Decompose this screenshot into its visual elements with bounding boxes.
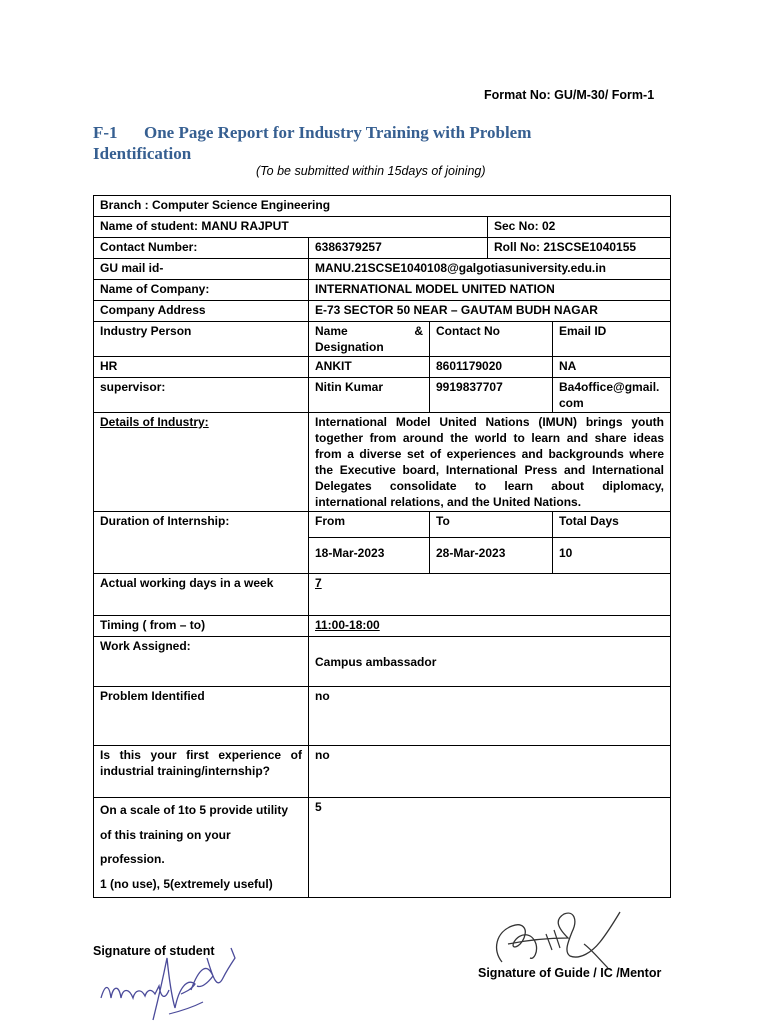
student-signature-scribble xyxy=(95,928,245,1024)
working-days-cell xyxy=(309,574,671,616)
scale-label xyxy=(94,798,309,898)
guide-signature-label: Signature of Guide / IC /Mentor xyxy=(478,966,662,980)
supervisor-email: Ba4office@gmail.com xyxy=(553,378,671,413)
scale-label-line-2: of this training on your xyxy=(100,827,231,842)
format-number: Format No: GU/M-30/ Form-1 xyxy=(484,88,655,102)
hr-name: ANKIT xyxy=(309,357,430,378)
timing-label: Timing ( from – to) xyxy=(94,616,309,637)
details-label xyxy=(94,413,309,512)
row-duration-header xyxy=(94,512,671,538)
company-value: INTERNATIONAL MODEL UNITED NATION xyxy=(309,280,671,301)
details-label-text: Details of Industry: xyxy=(100,415,209,429)
mail-label: GU mail id- xyxy=(94,259,309,280)
timing-value: 11:00-18:00 xyxy=(315,618,380,632)
work-value: Campus ambassador xyxy=(309,637,671,687)
email-id-header: Email ID xyxy=(553,322,671,357)
row-mail xyxy=(94,259,671,280)
row-timing xyxy=(94,616,671,637)
industry-person-label: Industry Person xyxy=(94,322,309,357)
form-title xyxy=(93,122,613,164)
row-first-experience xyxy=(94,746,671,798)
duration-label: Duration of Internship: xyxy=(94,512,309,574)
work-label: Work Assigned: xyxy=(94,637,309,687)
row-branch xyxy=(94,196,671,217)
guide-signature-scribble xyxy=(488,898,638,978)
row-hr xyxy=(94,357,671,378)
scale-label-line-4: 1 (no use), 5(extremely useful) xyxy=(100,876,273,891)
contact-value: 6386379257 xyxy=(309,238,488,259)
details-value: International Model United Nations (IMUN) brings youth together from around the world to learn and share ideas from a diverse set of experiences and backgrounds where the Executive board, International Press and International Delegates consolidate to learn about diplomacy, international relations, and the United Nations. xyxy=(309,413,671,512)
student-name-cell: Name of student: MANU RAJPUT xyxy=(94,217,488,238)
roll-no-cell: Roll No: 21SCSE1040155 xyxy=(488,238,671,259)
working-days-value: 7 xyxy=(315,576,322,590)
scale-value: 5 xyxy=(309,798,671,898)
hr-contact: 8601179020 xyxy=(430,357,553,378)
hr-label: HR xyxy=(94,357,309,378)
sec-no-cell: Sec No: 02 xyxy=(488,217,671,238)
working-days-label: Actual working days in a week xyxy=(94,574,309,616)
row-address xyxy=(94,301,671,322)
first-exp-value: no xyxy=(309,746,671,798)
row-scale xyxy=(94,798,671,898)
address-label: Company Address xyxy=(94,301,309,322)
row-working-days xyxy=(94,574,671,616)
contact-label: Contact Number: xyxy=(94,238,309,259)
row-contact xyxy=(94,238,671,259)
form-title-number: F-1 xyxy=(93,123,118,142)
supervisor-contact: 9919837707 xyxy=(430,378,553,413)
row-work-assigned xyxy=(94,637,671,687)
hr-email: NA xyxy=(553,357,671,378)
to-header: To xyxy=(430,512,553,538)
from-value: 18-Mar-2023 xyxy=(309,538,430,574)
form-subtitle: (To be submitted within 15days of joining) xyxy=(256,164,486,178)
total-days-value: 10 xyxy=(553,538,671,574)
row-problem xyxy=(94,687,671,746)
address-value: E-73 SECTOR 50 NEAR – GAUTAM BUDH NAGAR xyxy=(309,301,671,322)
form-title-text: One Page Report for Industry Training with Problem Identification xyxy=(93,123,532,163)
student-signature-label: Signature of student xyxy=(93,944,215,958)
supervisor-label: supervisor: xyxy=(94,378,309,413)
report-table xyxy=(93,195,671,898)
row-details xyxy=(94,413,671,512)
from-header: From xyxy=(309,512,430,538)
row-student-name xyxy=(94,217,671,238)
scale-label-line-3: profession. xyxy=(100,852,165,866)
timing-cell xyxy=(309,616,671,637)
name-designation-header: Name & Designation xyxy=(309,322,430,357)
row-company xyxy=(94,280,671,301)
company-label: Name of Company: xyxy=(94,280,309,301)
supervisor-name: Nitin Kumar xyxy=(309,378,430,413)
branch-cell: Branch : Computer Science Engineering xyxy=(94,196,671,217)
first-exp-label: Is this your first experience of industrial training/internship? xyxy=(94,746,309,798)
problem-label: Problem Identified xyxy=(94,687,309,746)
row-industry-person xyxy=(94,322,671,357)
to-value: 28-Mar-2023 xyxy=(430,538,553,574)
mail-value: MANU.21SCSE1040108@galgotiasuniversity.edu.in xyxy=(309,259,671,280)
total-days-header: Total Days xyxy=(553,512,671,538)
problem-value: no xyxy=(309,687,671,746)
scale-label-line-1: On a scale of 1to 5 provide utility xyxy=(100,803,289,817)
contact-no-header: Contact No xyxy=(430,322,553,357)
row-supervisor xyxy=(94,378,671,413)
